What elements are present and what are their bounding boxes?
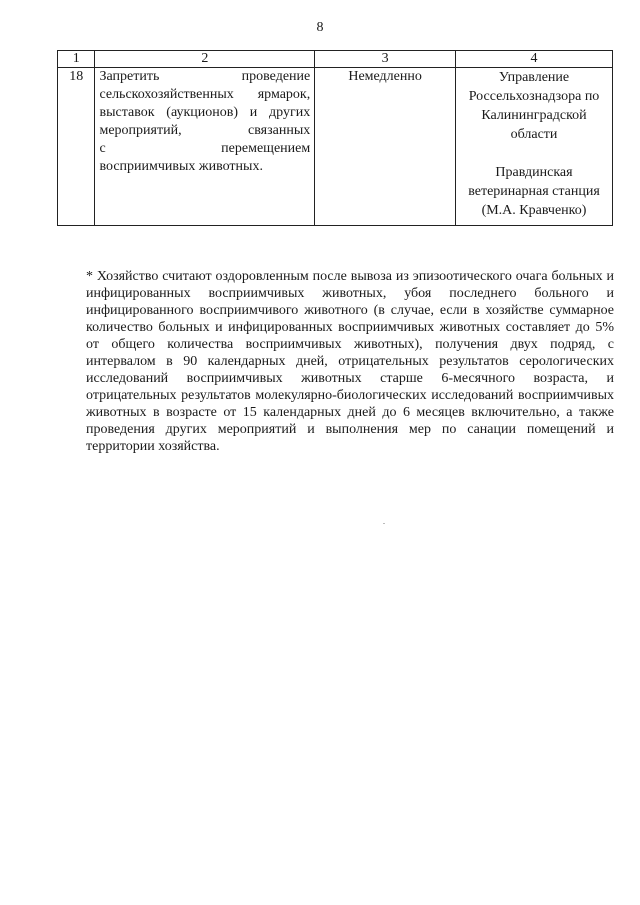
footnote-text: * Хозяйство считают оздоровленным после вывоза из эпизоотического очага больных и инфицированных восприимчивых животных, убоя последнего больного и инфицированного восприимчивого животного (в случае, если в хозяйстве суммарное количество больных и инфицированных восприимчивых животных составляет до 5% от общего количества восприимчивых животных), получения двух подряд, с интервалом в 90 календарных дней, отрицательных результатов серологических исследований восприимчивых животных старше 6-месячного возраста, и отрицательных результатов молекулярно-биологических исследований восприимчивых животных в возрасте от 15 календарных дней до 6 месяцев включительно, а также проведения других мероприятий и выполнения мер по санации помещений и территории хозяйства. xyxy=(86,269,614,454)
measure-line: Запретить проведение xyxy=(99,69,311,84)
measure-line: сельскохозяйственных ярмарок, xyxy=(99,87,311,102)
responsible-line: Россельхознадзора по xyxy=(468,89,600,104)
header-cell-1: 1 xyxy=(58,51,95,68)
responsible-line: Калининградской xyxy=(481,108,587,123)
responsible-line: ветеринарная станция xyxy=(468,184,600,199)
measures-table xyxy=(57,50,613,226)
header-cell-4: 4 xyxy=(456,51,613,68)
header-cell-3: 3 xyxy=(315,51,456,68)
measure-line: восприимчивых животных. xyxy=(99,159,263,174)
responsible-spacer xyxy=(460,144,608,163)
responsible-cell xyxy=(456,68,613,226)
page-number: 8 xyxy=(316,20,324,35)
term-cell: Немедленно xyxy=(315,68,456,226)
responsible-line: (М.А. Кравченко) xyxy=(481,203,587,218)
scan-speck xyxy=(383,523,385,524)
table-header-row xyxy=(58,51,613,68)
responsible-line: Правдинская xyxy=(495,165,573,180)
table-row xyxy=(58,68,613,226)
measure-line: выставок (аукционов) и других xyxy=(99,105,311,120)
row-number: 18 xyxy=(58,68,95,226)
measure-line: мероприятий, связанных xyxy=(99,123,311,138)
responsible-line: области xyxy=(510,127,558,142)
header-cell-2: 2 xyxy=(95,51,315,68)
measure-line: с перемещением xyxy=(99,141,311,156)
measure-cell xyxy=(95,68,315,226)
responsible-line: Управление xyxy=(498,70,570,85)
